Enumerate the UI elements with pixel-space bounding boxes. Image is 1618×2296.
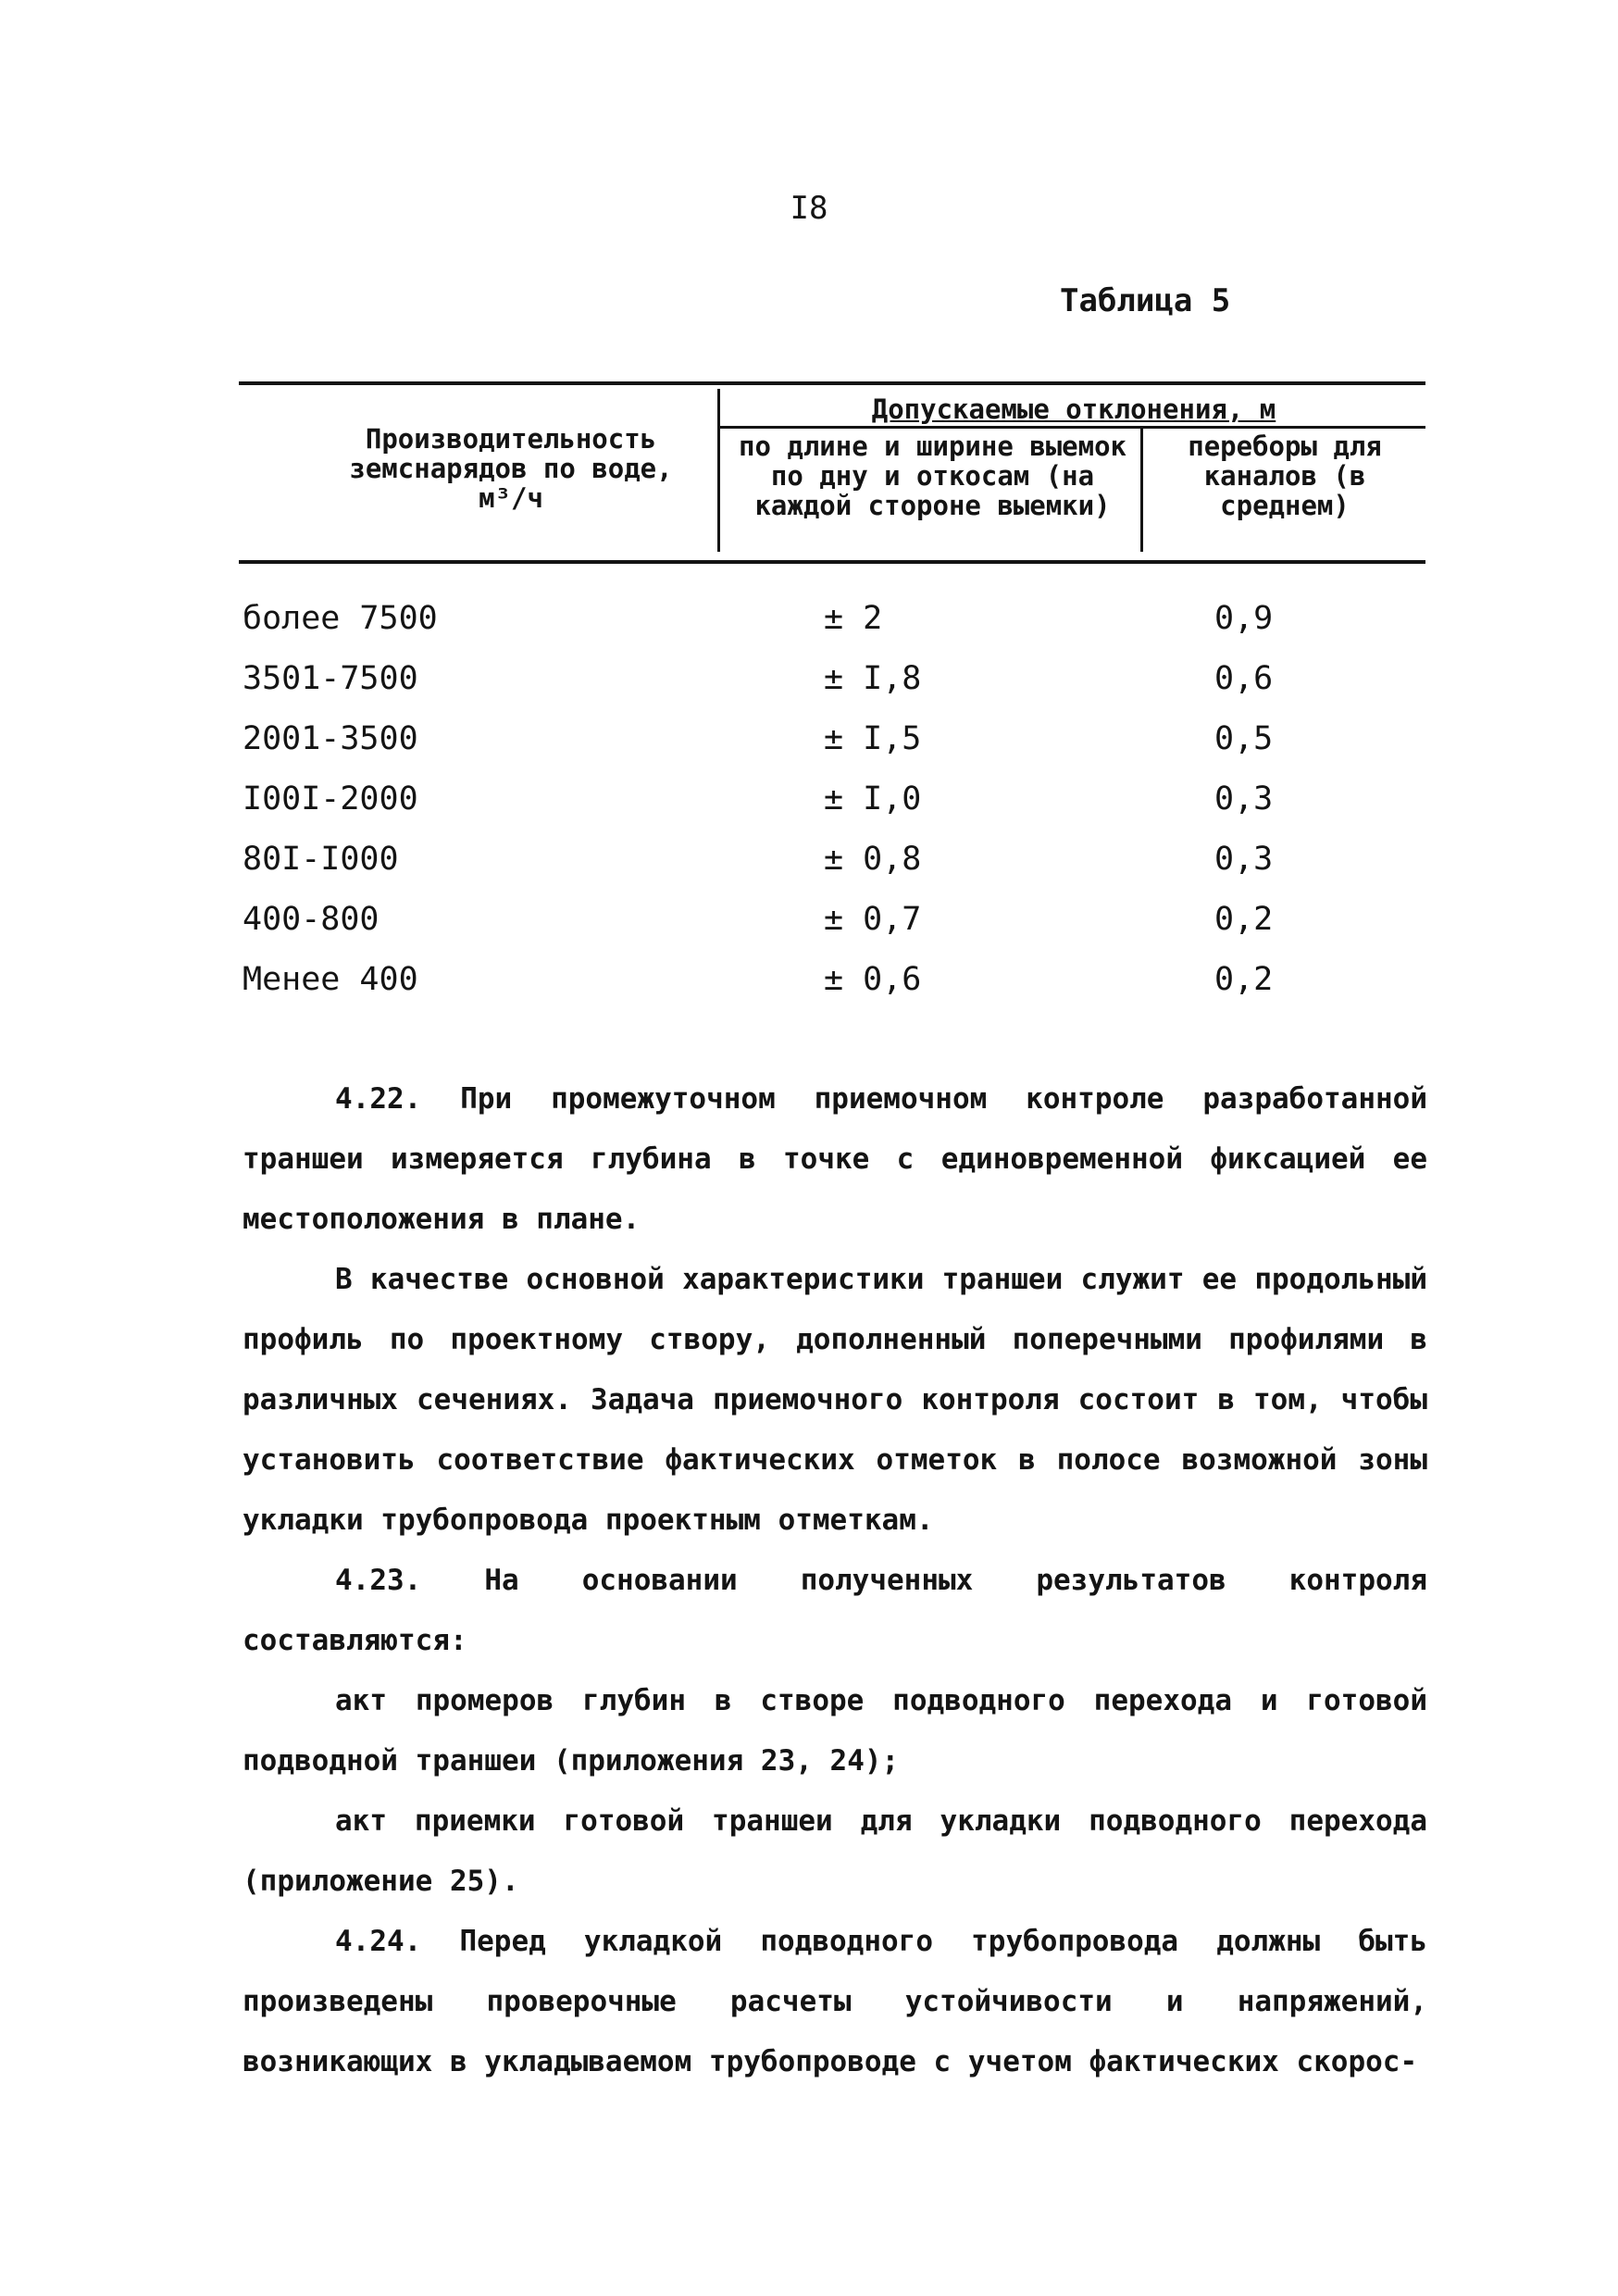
paragraph-4-22-profile: В качестве основной характеристики траншеи служит ее продольный профиль по проектному створу, дополненный поперечными профилями в различных сечениях. Задача приемочного контроля состоит в том, чтобы установить соответствие фактических отметок в полосе возможной зоны укладки трубопровода проектным отметкам.: [243, 1263, 1427, 1537]
cell-deviation: ± 2: [824, 600, 883, 637]
cell-capacity: I00I-2000: [243, 780, 418, 817]
table-column-divider: [717, 389, 720, 552]
table-row: [0, 600, 1618, 646]
paragraph-4-22: 4.22. При промежуточном приемочном контроле разработанной траншеи измеряется глубина в точке с единовременной фиксацией ее местоположения в плане.: [243, 1082, 1427, 1236]
table-row: [0, 901, 1618, 947]
cell-deviation: ± I,8: [824, 660, 922, 697]
cell-capacity: 400-800: [243, 901, 380, 938]
cell-deviation: ± I,5: [824, 720, 922, 757]
cell-overdig: 0,5: [1214, 720, 1274, 757]
header-group-deviations: Допускаемые отклонения, м: [871, 393, 1276, 425]
table-group-rule: [717, 426, 1425, 429]
page-number: I8: [790, 190, 828, 227]
header-overdig: переборы для каналов (в среднем): [1188, 430, 1382, 521]
cell-deviation: ± I,0: [824, 780, 922, 817]
table-row: [0, 660, 1618, 706]
header-length-width: по длине и ширине выемок по дну и откосам (на каждой стороне выемки): [738, 430, 1127, 521]
table-row: [0, 841, 1618, 887]
table-column-divider: [1140, 428, 1143, 552]
cell-overdig: 0,6: [1214, 660, 1274, 697]
table-row: [0, 780, 1618, 827]
table-row: [0, 720, 1618, 767]
cell-capacity: 3501-7500: [243, 660, 418, 697]
paragraph-4-23: 4.23. На основании полученных результатов контроля составляются:: [243, 1564, 1427, 1657]
cell-deviation: ± 0,7: [824, 901, 922, 938]
cell-deviation: ± 0,8: [824, 841, 922, 878]
cell-capacity: 2001-3500: [243, 720, 418, 757]
cell-overdig: 0,3: [1214, 841, 1274, 878]
cell-capacity: Менее 400: [243, 961, 418, 998]
cell-overdig: 0,2: [1214, 901, 1274, 938]
cell-deviation: ± 0,6: [824, 961, 922, 998]
table-top-rule: [239, 381, 1425, 385]
table-header-rule: [239, 560, 1425, 564]
paragraph-4-24: 4.24. Перед укладкой подводного трубопровода должны быть произведены проверочные расчеты устойчивости и напряжений, возникающих в укладываемом трубопроводе с учетом фактических скорос-: [243, 1925, 1427, 2078]
cell-capacity: 80I-I000: [243, 841, 399, 878]
cell-overdig: 0,9: [1214, 600, 1274, 637]
list-item: акт приемки готовой траншеи для укладки подводного перехода (приложение 25).: [243, 1804, 1427, 1898]
cell-overdig: 0,2: [1214, 961, 1274, 998]
header-capacity: Производительность земснарядов по воде, м³/ч: [349, 423, 673, 514]
list-item: акт промеров глубин в створе подводного перехода и готовой подводной траншеи (приложения 23, 24);: [243, 1684, 1427, 1778]
table-label: Таблица 5: [1060, 282, 1231, 319]
cell-capacity: более 7500: [243, 600, 438, 637]
table-row: [0, 961, 1618, 1007]
cell-overdig: 0,3: [1214, 780, 1274, 817]
